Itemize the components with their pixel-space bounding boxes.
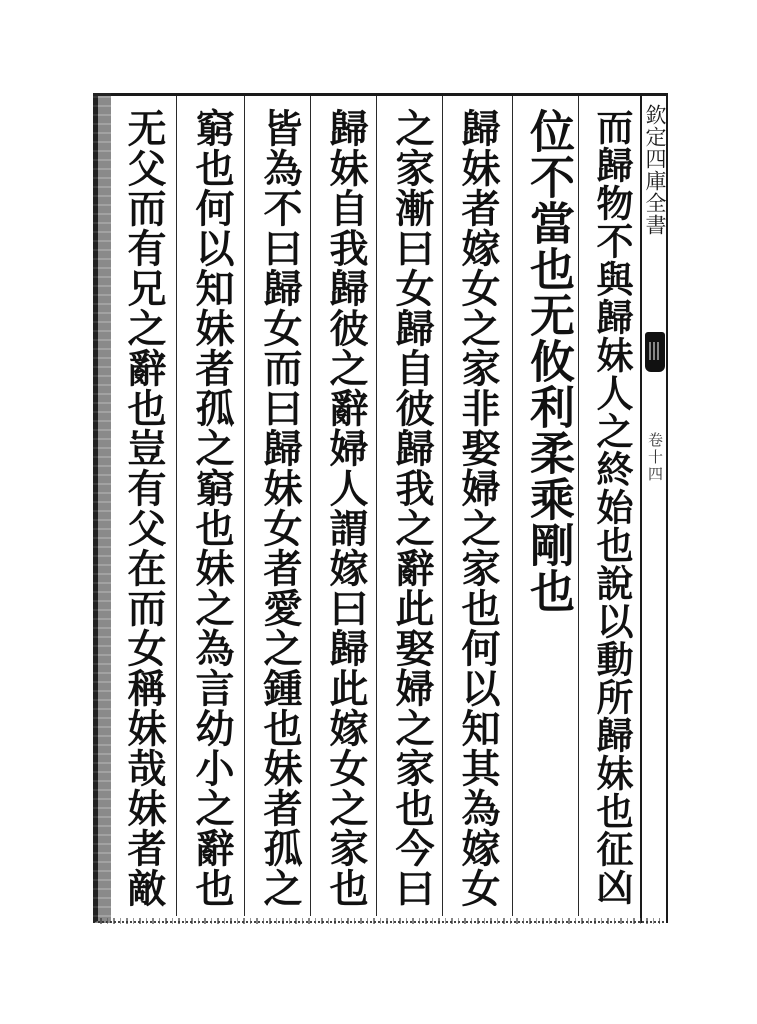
fish-tail-mark-icon	[645, 332, 665, 372]
text-column-5: 歸妹自我歸彼之辭婦人謂嫁曰歸此嫁女之家也	[323, 108, 369, 908]
margin-juan-number: 卷十四	[646, 432, 664, 483]
page-frame	[93, 93, 668, 923]
margin-book-title: 欽定四庫全書	[643, 104, 667, 236]
text-column-3: 歸妹者嫁女之家非娶婦之家也何以知其為嫁女	[455, 108, 501, 908]
bottom-edge	[100, 918, 660, 924]
text-column-2: 位不當也无攸利柔乘剛也	[522, 108, 575, 614]
column-rule	[310, 96, 311, 916]
column-rule	[578, 96, 579, 916]
text-column-8: 无父而有兄之辭也豈有父在而女稱妹哉妹者敵	[121, 108, 167, 908]
text-column-4: 之家漸曰女歸自彼歸我之辭此娶婦之家也今曰	[389, 108, 435, 908]
text-column-1: 而歸物不與歸妹人之終始也說以動所歸妹也征凶	[590, 108, 634, 906]
scan-edge	[93, 93, 111, 923]
column-rule	[442, 96, 443, 916]
column-rule	[512, 96, 513, 916]
text-column-6: 皆為不曰歸女而曰歸妹女者愛之鍾也妹者孤之	[257, 108, 303, 908]
column-rule	[376, 96, 377, 916]
text-column-7: 窮也何以知妹者孤之窮也妹之為言幼小之辭也	[189, 108, 235, 908]
column-rule	[244, 96, 245, 916]
column-rule	[176, 96, 177, 916]
